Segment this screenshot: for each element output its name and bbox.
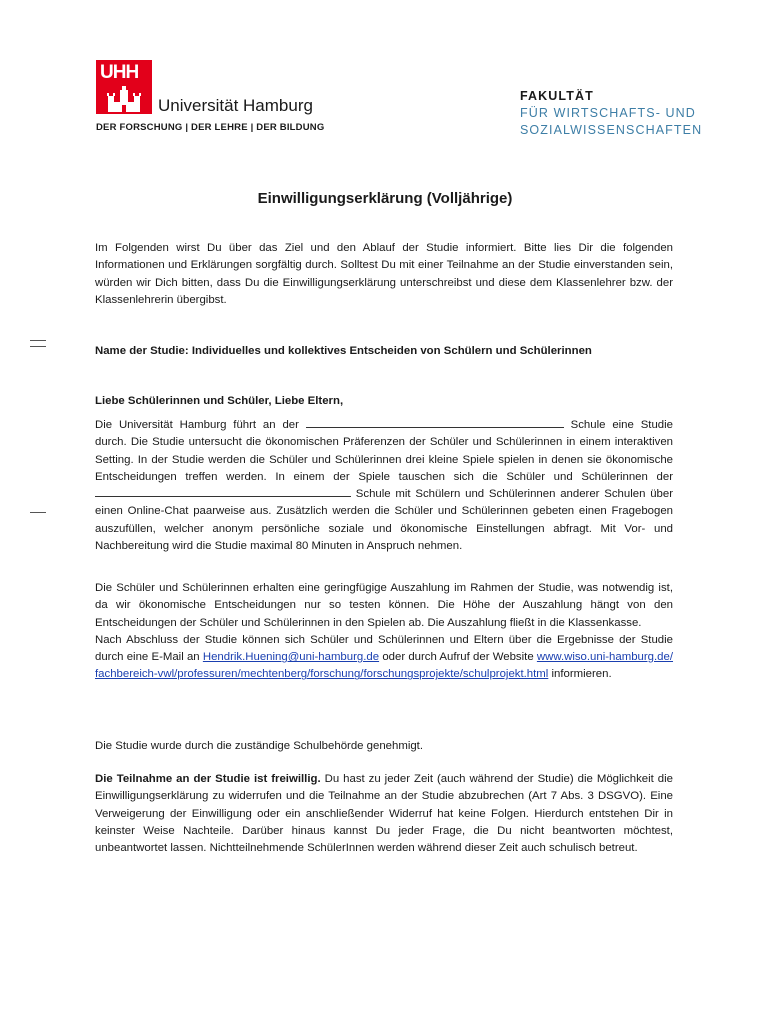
school-name-blank-1[interactable] bbox=[306, 417, 564, 428]
para1-part-b: Schule eine Studie durch. Die Studie untersucht die ökonomischen Präferenzen der Schüler und Schülerinnen in einem interaktiven Setting. In der Studie werden die Schüler und Schülerinnen drei kleine Spiele spielen in denen sie ökonomische Entscheidungen treffen werden. In einem der Spiele tauschen sich die Schüler und Schülerinnen der bbox=[95, 419, 673, 483]
para2-part-c: oder durch Aufruf der Website bbox=[382, 651, 534, 664]
greeting: Liebe Schülerinnen und Schüler, Liebe Eltern, bbox=[95, 395, 344, 407]
university-name: Universität Hamburg bbox=[158, 96, 313, 115]
school-name-blank-2[interactable] bbox=[95, 486, 351, 497]
study-description-paragraph bbox=[95, 417, 673, 555]
university-slogan: DER FORSCHUNG | DER LEHRE | DER BILDUNG bbox=[96, 122, 325, 133]
para1-part-a: Die Universität Hamburg führt an der bbox=[95, 419, 299, 431]
para2-part-d: informieren. bbox=[551, 668, 612, 681]
fold-mark-middle bbox=[30, 512, 46, 513]
voluntary-participation-paragraph bbox=[95, 771, 673, 857]
para1-part-c: Schule mit Schülern und Schülerinnen anderer Schulen über einen Online-Chat paarweise aus. Zusätzlich werden die Schüler und Schülerinnen gebeten einen Fragebogen auszufüllen, welcher anonym persönliche soziale und ökonomische Einstellungen abfragt. Mit Vor- und Nachbereitung wird die Studie maximal 80 Minuten in Anspruch nehmen. bbox=[95, 488, 673, 553]
faculty-line-2: FÜR WIRTSCHAFTS- UND bbox=[520, 106, 696, 120]
intro-paragraph: Im Folgenden wirst Du über das Ziel und den Ablauf der Studie informiert. Bitte lies Dir die folgenden Informationen und Erklärungen sorgfältig durch. Solltest Du mit einer Teilnahme an der Studie einverstanden sein, würden wir Dich bitten, dass Du die Einwilligungserklärung unterschreibst und diese dem Klassenlehrer bzw. der Klassenlehrerin übergibst. bbox=[95, 242, 673, 306]
faculty-name bbox=[520, 88, 720, 139]
payout-paragraph bbox=[95, 580, 673, 684]
fold-mark-top bbox=[30, 340, 46, 341]
study-name: Name der Studie: Individuelles und kollektives Entscheiden von Schülern und Schülerinnen bbox=[95, 345, 592, 357]
voluntary-details: Du hast zu jeder Zeit (auch während der Studie) die Möglichkeit die Einwilligungserklärung zu widerrufen und die Teilnahme an der Studie abzubrechen (Art 7 Abs. 3 DSGVO). Eine Verweigerung der Einwilligung oder ein anschließender Widerruf hat keine Folgen. Hierdurch entstehen Dir in keinster Weise Nachteile. Darüber hinaus kannst Du jeder Frage, die Du nicht beantworten möchtest, unbeantwortet lassen. Nichtteilnehmende SchülerInnen werden während dieser Zeit auch schulisch betreut. bbox=[95, 773, 673, 855]
contact-email-link[interactable]: Hendrik.Huening@uni-hamburg.de bbox=[202, 651, 380, 664]
faculty-line-1: FAKULTÄT bbox=[520, 89, 594, 103]
uhh-logo-mark bbox=[96, 60, 152, 114]
voluntary-statement: Die Teilnahme an der Studie ist freiwillig. bbox=[95, 773, 321, 785]
para2-part-b: Nach Abschluss der Studie können sich Schüler und Schülerinnen und Eltern über die Ergebnisse der Studie durch eine E-Mail an bbox=[95, 633, 673, 664]
document-title: Einwilligungserklärung (Volljährige) bbox=[257, 190, 513, 207]
approval-paragraph: Die Studie wurde durch die zuständige Schulbehörde genehmigt. bbox=[95, 740, 424, 752]
logo-mark-text: UHH bbox=[100, 62, 139, 83]
project-website-link[interactable]: www.wiso.uni-hamburg.de/fachbereich-vwl/professuren/mechtenberg/forschung/forschungsprojekte/schulprojekt.html bbox=[95, 651, 674, 681]
faculty-line-3: SOZIALWISSENSCHAFTEN bbox=[520, 123, 703, 137]
para2-part-a: Die Schüler und Schülerinnen erhalten eine geringfügige Auszahlung im Rahmen der Studie, was notwendig ist, da wir ökonomische Entscheidungen nur so testen können. Die Höhe der Auszahlung hängt von den Entscheidungen der Schüler und Schülerinnen in den Spielen ab. Die Auszahlung fließt in die Klassenkasse. bbox=[95, 582, 673, 629]
fold-mark-top-2 bbox=[30, 346, 46, 347]
castle-icon bbox=[106, 86, 142, 112]
university-logo bbox=[96, 60, 336, 140]
